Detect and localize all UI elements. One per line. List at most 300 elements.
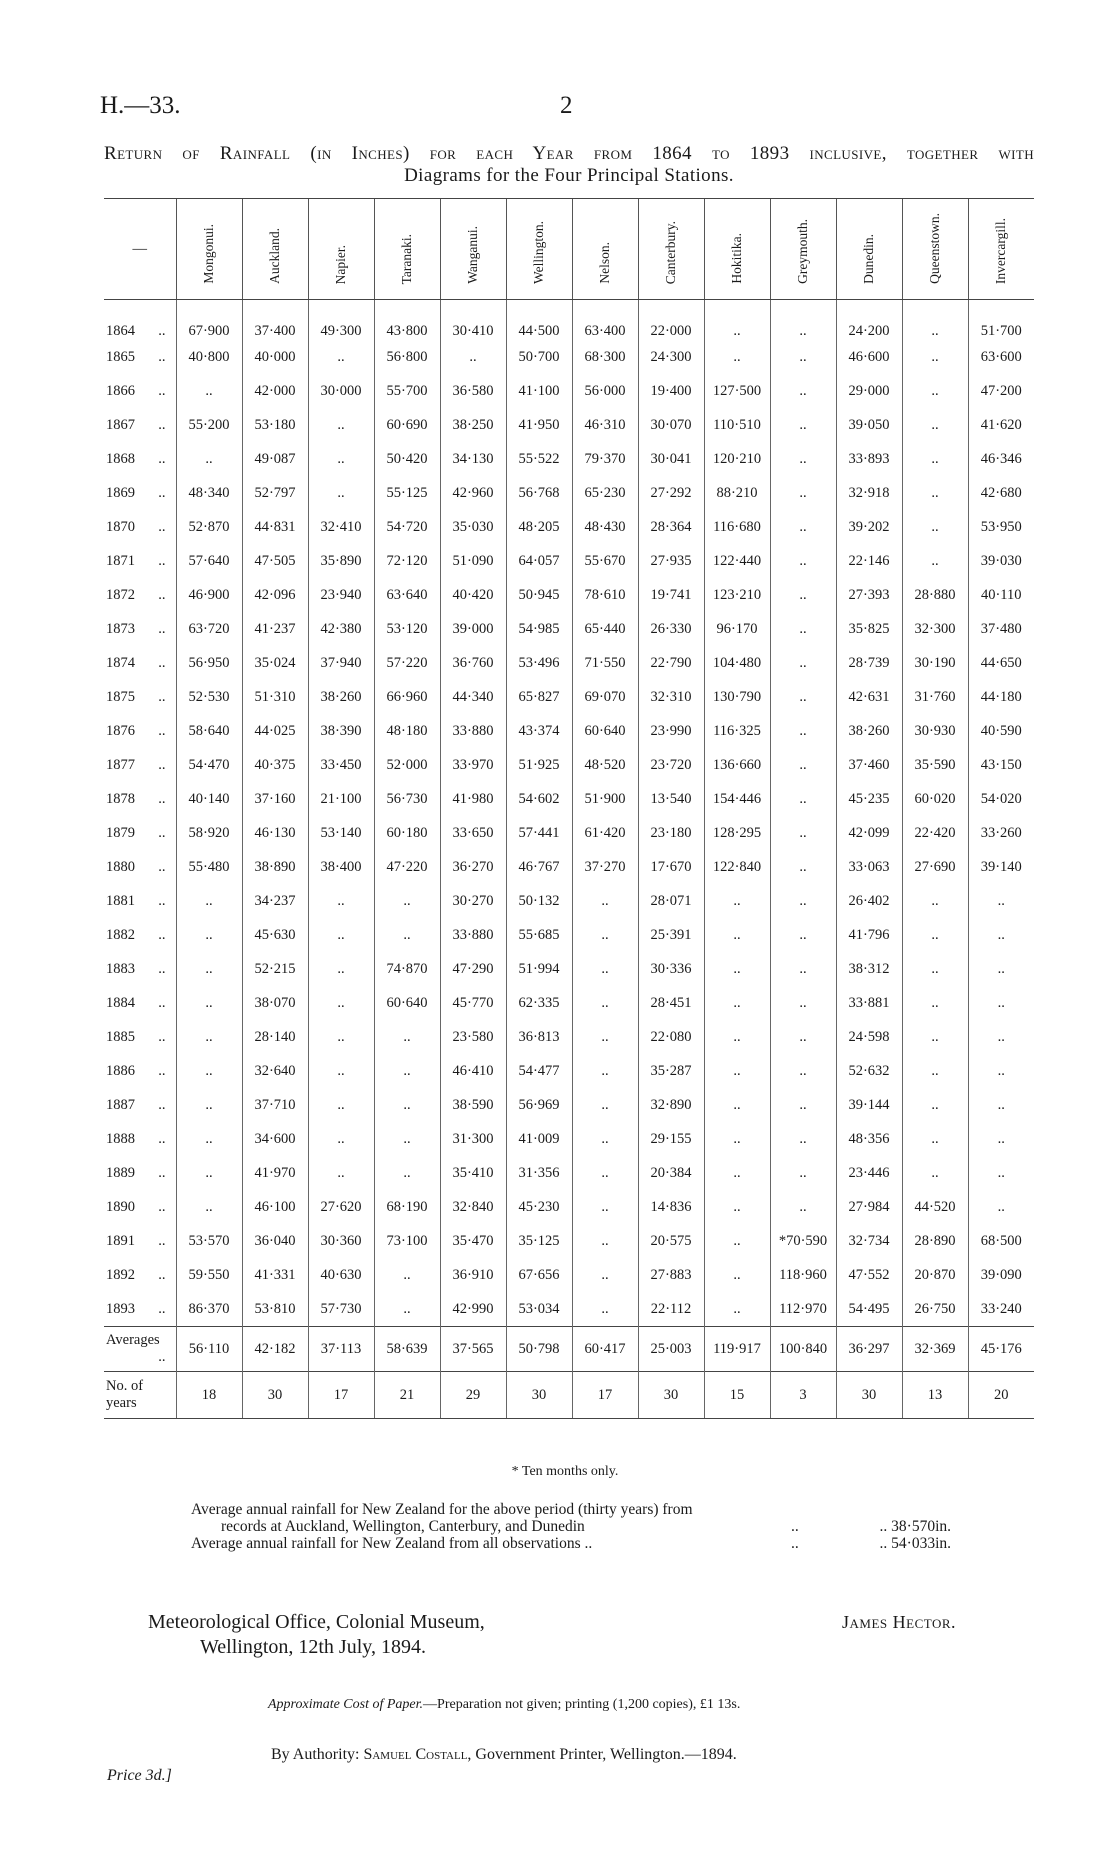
year-cell-text: 1869 — [106, 484, 135, 501]
averages-value-2: .. 54·033in. — [879, 1535, 951, 1552]
rainfall-cell: 55·685 — [506, 918, 572, 952]
rainfall-cell: .. — [770, 680, 836, 714]
rainfall-cell: 100·840 — [770, 1327, 836, 1372]
cost-text: —Preparation not given; printing (1,200 copies), £1 13s. — [423, 1697, 741, 1712]
rainfall-cell: .. — [572, 1190, 638, 1224]
rainfall-cell: 73·100 — [374, 1224, 440, 1258]
year-cell-text: 1885 — [106, 1028, 135, 1045]
station-name: Mongonui. — [201, 224, 216, 284]
rainfall-cell: 22·000 — [638, 300, 704, 341]
rainfall-cell: 23·180 — [638, 816, 704, 850]
rainfall-cell: 15 — [704, 1372, 770, 1419]
year-cell-text: 1889 — [106, 1164, 135, 1181]
rainfall-cell: .. — [176, 442, 242, 476]
rainfall-cell: 56·730 — [374, 782, 440, 816]
rainfall-cell: 50·798 — [506, 1327, 572, 1372]
rainfall-cell: .. — [968, 986, 1034, 1020]
rainfall-cell: 35·287 — [638, 1054, 704, 1088]
rainfall-cell: .. — [770, 816, 836, 850]
rainfall-cell: .. — [770, 1054, 836, 1088]
averages-label-text: Averages — [106, 1332, 160, 1348]
rainfall-cell: .. — [770, 748, 836, 782]
rainfall-cell: .. — [308, 986, 374, 1020]
rainfall-cell: 54·495 — [836, 1292, 902, 1327]
rainfall-cell: 35·590 — [902, 748, 968, 782]
averages-note-line-2: records at Auckland, Wellington, Canterbury, and Dunedin — [221, 1518, 585, 1535]
station-header — [704, 199, 770, 300]
year-cell — [104, 1054, 176, 1088]
rainfall-cell: 51·994 — [506, 952, 572, 986]
rainfall-cell: 27·984 — [836, 1190, 902, 1224]
rainfall-cell: .. — [308, 884, 374, 918]
table-row — [104, 748, 1034, 782]
rainfall-cell: 41·980 — [440, 782, 506, 816]
leader-dots: .. — [158, 518, 166, 535]
rainfall-cell: 52·530 — [176, 680, 242, 714]
leader-dots: .. — [158, 960, 166, 977]
leader-dots: .. — [158, 926, 166, 943]
station-name: Hokitika. — [729, 233, 744, 284]
rainfall-cell: 51·310 — [242, 680, 308, 714]
rainfall-cell: 37·113 — [308, 1327, 374, 1372]
rainfall-cell: 40·000 — [242, 340, 308, 374]
rainfall-cell: 40·375 — [242, 748, 308, 782]
rainfall-cell: 32·640 — [242, 1054, 308, 1088]
year-cell-text: 1873 — [106, 620, 135, 637]
rainfall-cell: 30 — [836, 1372, 902, 1419]
rainfall-cell: .. — [902, 510, 968, 544]
rainfall-cell: 23·446 — [836, 1156, 902, 1190]
rainfall-cell: 56·950 — [176, 646, 242, 680]
rainfall-cell: 23·940 — [308, 578, 374, 612]
rainfall-cell: 29 — [440, 1372, 506, 1419]
averages-note-dots-2: .. — [791, 1535, 799, 1552]
rainfall-cell: 54·602 — [506, 782, 572, 816]
rainfall-cell: 37·160 — [242, 782, 308, 816]
rainfall-cell: 21·100 — [308, 782, 374, 816]
rainfall-cell: 65·230 — [572, 476, 638, 510]
leader-dots: .. — [158, 450, 166, 467]
rainfall-cell: 65·440 — [572, 612, 638, 646]
rainfall-cell: 27·292 — [638, 476, 704, 510]
rainfall-cell: 55·480 — [176, 850, 242, 884]
rainfall-cell: 42·960 — [440, 476, 506, 510]
rainfall-cell: 46·310 — [572, 408, 638, 442]
rainfall-cell: 30 — [638, 1372, 704, 1419]
rainfall-cell: 68·300 — [572, 340, 638, 374]
rainfall-cell: .. — [902, 952, 968, 986]
rainfall-cell: 29·000 — [836, 374, 902, 408]
station-name: Dunedin. — [861, 234, 876, 284]
rainfall-cell: 53·140 — [308, 816, 374, 850]
rainfall-cell: 25·391 — [638, 918, 704, 952]
rainfall-cell: 54·470 — [176, 748, 242, 782]
cost-note — [268, 1697, 740, 1713]
rainfall-cell: 79·370 — [572, 442, 638, 476]
rainfall-cell: .. — [572, 952, 638, 986]
station-header — [836, 199, 902, 300]
rainfall-cell: .. — [308, 1020, 374, 1054]
table-row — [104, 1054, 1034, 1088]
station-name: Canterbury. — [663, 220, 678, 284]
rainfall-cell: .. — [572, 918, 638, 952]
rainfall-cell: .. — [572, 1088, 638, 1122]
leader-dots: .. — [158, 620, 166, 637]
corner-cell — [104, 199, 176, 300]
rainfall-cell: .. — [704, 1258, 770, 1292]
year-cell-text: 1877 — [106, 756, 135, 773]
rainfall-cell: .. — [308, 1122, 374, 1156]
leader-dots: .. — [158, 1096, 166, 1113]
table-row — [104, 1156, 1034, 1190]
year-cell — [104, 1156, 176, 1190]
rainfall-cell: 30·190 — [902, 646, 968, 680]
rainfall-cell: .. — [968, 918, 1034, 952]
rainfall-cell: .. — [572, 986, 638, 1020]
rainfall-cell: 123·210 — [704, 578, 770, 612]
rainfall-cell: 41·009 — [506, 1122, 572, 1156]
rainfall-cell: 36·813 — [506, 1020, 572, 1054]
year-cell — [104, 578, 176, 612]
table-row — [104, 544, 1034, 578]
rainfall-cell: .. — [176, 884, 242, 918]
rainfall-cell: .. — [176, 952, 242, 986]
leader-dots: .. — [158, 892, 166, 909]
year-cell-text: 1864 — [106, 323, 135, 339]
station-header — [176, 199, 242, 300]
rainfall-cell: 36·910 — [440, 1258, 506, 1292]
table-row — [104, 782, 1034, 816]
rainfall-cell: 44·180 — [968, 680, 1034, 714]
rainfall-cell: .. — [308, 918, 374, 952]
rainfall-cell: 23·580 — [440, 1020, 506, 1054]
station-name: Invercargill. — [993, 217, 1009, 284]
rainfall-cell: 23·720 — [638, 748, 704, 782]
rainfall-cell: 38·250 — [440, 408, 506, 442]
rainfall-cell: .. — [374, 918, 440, 952]
document-reference: H.—33. — [100, 92, 181, 119]
leader-dots: .. — [158, 722, 166, 739]
rainfall-cell: 58·920 — [176, 816, 242, 850]
table-row — [104, 646, 1034, 680]
rainfall-cell: 69·070 — [572, 680, 638, 714]
rainfall-cell: 45·176 — [968, 1327, 1034, 1372]
rainfall-cell: 116·325 — [704, 714, 770, 748]
year-cell — [104, 1292, 176, 1327]
rainfall-cell: 88·210 — [704, 476, 770, 510]
office-address — [148, 1610, 485, 1660]
rainfall-cell: 34·130 — [440, 442, 506, 476]
rainfall-cell: 57·441 — [506, 816, 572, 850]
rainfall-cell: 27·393 — [836, 578, 902, 612]
leader-dots: .. — [158, 1232, 166, 1249]
rainfall-cell: 116·680 — [704, 510, 770, 544]
rainfall-cell: 35·410 — [440, 1156, 506, 1190]
rainfall-cell: 33·881 — [836, 986, 902, 1020]
rainfall-cell: 26·750 — [902, 1292, 968, 1327]
rainfall-cell: 56·800 — [374, 340, 440, 374]
rainfall-cell: 47·290 — [440, 952, 506, 986]
table-row — [104, 1088, 1034, 1122]
rainfall-cell: 23·990 — [638, 714, 704, 748]
year-cell — [104, 646, 176, 680]
rainfall-cell: 22·080 — [638, 1020, 704, 1054]
table-row — [104, 918, 1034, 952]
rainfall-cell: .. — [968, 952, 1034, 986]
rainfall-cell: .. — [770, 300, 836, 341]
rainfall-cell: 48·340 — [176, 476, 242, 510]
printer-name: Samuel Costall — [363, 1746, 468, 1763]
leader-dots: .. — [158, 1266, 166, 1283]
rainfall-cell: 22·146 — [836, 544, 902, 578]
rainfall-cell: 39·090 — [968, 1258, 1034, 1292]
rainfall-cell: .. — [374, 1292, 440, 1327]
year-cell — [104, 1224, 176, 1258]
rainfall-cell: 28·880 — [902, 578, 968, 612]
rainfall-cell: .. — [176, 918, 242, 952]
year-cell — [104, 544, 176, 578]
rainfall-cell: 51·090 — [440, 544, 506, 578]
year-cell — [104, 510, 176, 544]
rainfall-cell: 48·180 — [374, 714, 440, 748]
years-label-text: No. of years — [106, 1378, 144, 1411]
table-row — [104, 884, 1034, 918]
rainfall-cell: 28·071 — [638, 884, 704, 918]
rainfall-cell: .. — [902, 1020, 968, 1054]
years-label — [104, 1372, 176, 1419]
table-row — [104, 986, 1034, 1020]
table-row — [104, 1224, 1034, 1258]
table-row — [104, 1292, 1034, 1327]
rainfall-cell: .. — [770, 714, 836, 748]
rainfall-cell: 41·970 — [242, 1156, 308, 1190]
year-cell — [104, 918, 176, 952]
rainfall-cell: .. — [572, 1122, 638, 1156]
rainfall-cell: 29·155 — [638, 1122, 704, 1156]
rainfall-cell: 110·510 — [704, 408, 770, 442]
table-header-row — [104, 199, 1034, 300]
rainfall-cell: .. — [176, 1190, 242, 1224]
rainfall-cell: 42·000 — [242, 374, 308, 408]
rainfall-cell: 3 — [770, 1372, 836, 1419]
year-cell — [104, 816, 176, 850]
rainfall-cell: 86·370 — [176, 1292, 242, 1327]
rainfall-cell: .. — [770, 1156, 836, 1190]
rainfall-cell: 38·390 — [308, 714, 374, 748]
averages-note — [191, 1501, 951, 1552]
rainfall-cell: 33·450 — [308, 748, 374, 782]
station-header — [572, 199, 638, 300]
year-cell — [104, 1258, 176, 1292]
rainfall-cell: .. — [176, 1156, 242, 1190]
year-cell-text: 1886 — [106, 1062, 135, 1079]
rainfall-cell: 32·300 — [902, 612, 968, 646]
rainfall-cell: 33·260 — [968, 816, 1034, 850]
rainfall-cell: .. — [374, 1020, 440, 1054]
rainfall-cell: 41·620 — [968, 408, 1034, 442]
rainfall-cell: .. — [770, 646, 836, 680]
rainfall-cell: 45·235 — [836, 782, 902, 816]
rainfall-cell: 63·720 — [176, 612, 242, 646]
rainfall-cell: 60·640 — [572, 714, 638, 748]
rainfall-cell: 37·400 — [242, 300, 308, 341]
rainfall-cell: .. — [704, 1292, 770, 1327]
rainfall-cell: .. — [572, 1156, 638, 1190]
rainfall-cell: 39·030 — [968, 544, 1034, 578]
rainfall-cell: .. — [968, 884, 1034, 918]
rainfall-cell: .. — [572, 884, 638, 918]
averages-note-line-3: Average annual rainfall for New Zealand from all observations .. — [191, 1535, 593, 1552]
rainfall-cell: 78·610 — [572, 578, 638, 612]
rainfall-cell: 38·400 — [308, 850, 374, 884]
year-cell — [104, 612, 176, 646]
rainfall-cell: 96·170 — [704, 612, 770, 646]
rainfall-cell: .. — [374, 884, 440, 918]
table-row — [104, 850, 1034, 884]
rainfall-cell: 68·500 — [968, 1224, 1034, 1258]
rainfall-cell: 48·520 — [572, 748, 638, 782]
authority-line — [271, 1746, 737, 1764]
station-header — [242, 199, 308, 300]
rainfall-cell: 40·420 — [440, 578, 506, 612]
rainfall-cell: 46·600 — [836, 340, 902, 374]
averages-label — [104, 1327, 176, 1372]
rainfall-cell: .. — [374, 1088, 440, 1122]
station-header — [770, 199, 836, 300]
rainfall-cell: 57·640 — [176, 544, 242, 578]
corner-dash: — — [132, 240, 147, 257]
rainfall-cell: .. — [770, 442, 836, 476]
rainfall-cell: 120·210 — [704, 442, 770, 476]
rainfall-cell: 48·430 — [572, 510, 638, 544]
rainfall-cell: 30·270 — [440, 884, 506, 918]
leader-dots: .. — [158, 552, 166, 569]
rainfall-cell: 38·590 — [440, 1088, 506, 1122]
authority-rest: , Government Printer, Wellington.—1894. — [467, 1746, 737, 1763]
rainfall-cell: .. — [374, 1054, 440, 1088]
averages-value-1: .. 38·570in. — [879, 1518, 951, 1535]
price: Price 3d.] — [107, 1767, 172, 1784]
rainfall-cell: 53·570 — [176, 1224, 242, 1258]
rainfall-cell: 38·070 — [242, 986, 308, 1020]
station-header — [308, 199, 374, 300]
rainfall-cell: .. — [704, 300, 770, 341]
rainfall-cell: 40·110 — [968, 578, 1034, 612]
rainfall-cell: 50·420 — [374, 442, 440, 476]
rainfall-cell: .. — [902, 1054, 968, 1088]
station-name: Queenstown. — [927, 213, 942, 284]
table-row — [104, 340, 1034, 374]
rainfall-cell: 36·297 — [836, 1327, 902, 1372]
rainfall-cell: .. — [308, 476, 374, 510]
rainfall-cell: 46·130 — [242, 816, 308, 850]
station-name: Napier. — [333, 244, 348, 284]
station-name: Wanganui. — [465, 226, 480, 284]
rainfall-cell: .. — [968, 1156, 1034, 1190]
rainfall-cell: 41·796 — [836, 918, 902, 952]
rainfall-cell: 25·003 — [638, 1327, 704, 1372]
rainfall-cell: 53·120 — [374, 612, 440, 646]
rainfall-cell: 48·356 — [836, 1122, 902, 1156]
rainfall-cell: 22·112 — [638, 1292, 704, 1327]
leader-dots: .. — [158, 382, 166, 399]
leader-dots: .. — [158, 1164, 166, 1181]
year-cell — [104, 1122, 176, 1156]
rainfall-cell: 38·260 — [836, 714, 902, 748]
footnote: * Ten months only. — [511, 1464, 619, 1479]
table-row — [104, 1258, 1034, 1292]
rainfall-cell: 33·063 — [836, 850, 902, 884]
rainfall-cell: 68·190 — [374, 1190, 440, 1224]
rainfall-cell: 55·200 — [176, 408, 242, 442]
rainfall-cell: 53·034 — [506, 1292, 572, 1327]
rainfall-cell: 36·040 — [242, 1224, 308, 1258]
rainfall-cell: 37·710 — [242, 1088, 308, 1122]
rainfall-cell: 56·969 — [506, 1088, 572, 1122]
leader-dots: .. — [158, 1130, 166, 1147]
rainfall-cell: 34·237 — [242, 884, 308, 918]
rainfall-cell: 27·690 — [902, 850, 968, 884]
rainfall-cell: 72·120 — [374, 544, 440, 578]
rainfall-cell: 43·800 — [374, 300, 440, 341]
rainfall-cell: .. — [902, 544, 968, 578]
rainfall-cell: 28·890 — [902, 1224, 968, 1258]
rainfall-cell: 53·810 — [242, 1292, 308, 1327]
station-name: Greymouth. — [795, 219, 810, 284]
rainfall-cell: 60·180 — [374, 816, 440, 850]
leader-dots: .. — [158, 1300, 166, 1317]
rainfall-cell: 21 — [374, 1372, 440, 1419]
rainfall-cell: .. — [572, 1258, 638, 1292]
year-cell — [104, 952, 176, 986]
year-cell — [104, 1088, 176, 1122]
rainfall-cell: .. — [704, 952, 770, 986]
rainfall-cell: .. — [374, 1156, 440, 1190]
rainfall-cell: 30 — [242, 1372, 308, 1419]
rainfall-cell: 39·202 — [836, 510, 902, 544]
rainfall-cell: .. — [704, 1224, 770, 1258]
rainfall-cell: .. — [572, 1292, 638, 1327]
rainfall-cell: 24·300 — [638, 340, 704, 374]
rainfall-cell: .. — [770, 1020, 836, 1054]
rainfall-cell: 45·230 — [506, 1190, 572, 1224]
rainfall-cell: 136·660 — [704, 748, 770, 782]
rainfall-cell: .. — [176, 986, 242, 1020]
rainfall-cell: .. — [902, 884, 968, 918]
rainfall-cell: .. — [770, 884, 836, 918]
station-header — [968, 199, 1034, 300]
rainfall-cell: 35·825 — [836, 612, 902, 646]
years-row — [104, 1372, 1034, 1419]
rainfall-cell: 50·700 — [506, 340, 572, 374]
averages-note-line-1: Average annual rainfall for New Zealand for the above period (thirty years) from — [191, 1501, 693, 1518]
year-cell — [104, 300, 176, 341]
year-cell — [104, 714, 176, 748]
table-row — [104, 952, 1034, 986]
rainfall-cell: .. — [770, 408, 836, 442]
rainfall-cell: 30·070 — [638, 408, 704, 442]
station-header — [374, 199, 440, 300]
rainfall-cell: 32·410 — [308, 510, 374, 544]
rainfall-cell: .. — [572, 1020, 638, 1054]
rainfall-cell: .. — [308, 340, 374, 374]
leader-dots: .. — [158, 824, 166, 841]
rainfall-cell: 30·360 — [308, 1224, 374, 1258]
title-line-2: Diagrams for the Four Principal Stations. — [404, 165, 734, 186]
rainfall-cell: 41·331 — [242, 1258, 308, 1292]
rainfall-cell: 52·215 — [242, 952, 308, 986]
rainfall-cell: 63·400 — [572, 300, 638, 341]
